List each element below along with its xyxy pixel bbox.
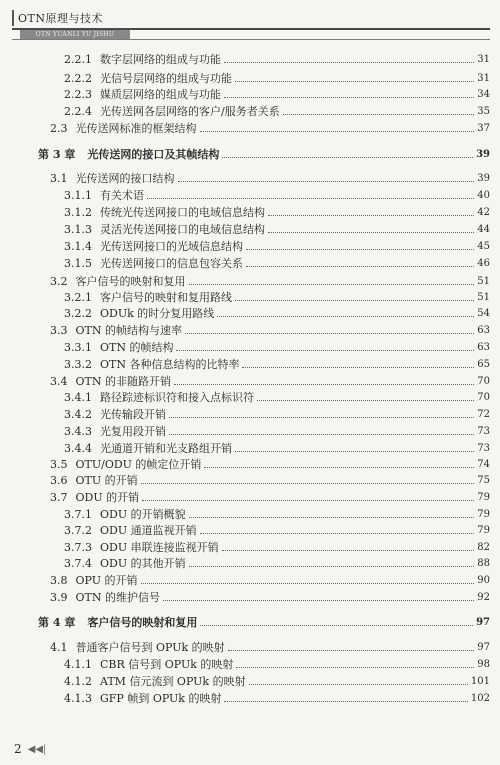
toc-entry-number: 3.8 bbox=[50, 574, 68, 587]
toc-entry-page: 31 bbox=[477, 73, 490, 84]
toc-entry-number: 2.3 bbox=[50, 122, 68, 135]
toc-entry-title: ATM 信元流到 OPUk 的映射 bbox=[100, 675, 246, 688]
toc-entry-page: 54 bbox=[477, 308, 490, 319]
toc-entry bbox=[64, 691, 490, 707]
toc-entry-title: ODUk 的时分复用路线 bbox=[100, 307, 215, 320]
toc-entry bbox=[64, 340, 490, 356]
toc-entry-page: 101 bbox=[470, 676, 490, 687]
toc-entry bbox=[64, 674, 490, 690]
toc-entry-page: 46 bbox=[477, 258, 490, 269]
toc-entry-page: 75 bbox=[477, 475, 490, 486]
toc-entry bbox=[64, 556, 490, 572]
toc-leader-dots bbox=[222, 550, 475, 551]
toc-entry bbox=[50, 121, 490, 137]
toc-entry-title: 光传送网的接口及其帧结构 bbox=[87, 148, 220, 161]
toc-leader-dots bbox=[141, 583, 475, 584]
toc-entry bbox=[64, 290, 490, 306]
toc-entry-page: 39 bbox=[477, 173, 490, 184]
toc-leader-dots bbox=[169, 417, 474, 418]
toc-entry-page: 35 bbox=[477, 106, 490, 117]
toc-entry-title: 客户信号的映射和复用 bbox=[75, 275, 186, 288]
toc-entry-page: 98 bbox=[477, 659, 490, 670]
toc-leader-dots bbox=[257, 400, 474, 401]
toc-leader-dots bbox=[268, 215, 474, 216]
toc-entry-title: 光传送网接口的光域信息结构 bbox=[100, 240, 243, 253]
toc-entry-title: ODU 的其他开销 bbox=[100, 557, 186, 570]
toc-entry-number: 2.2.1 bbox=[64, 53, 92, 66]
toc-entry-title: 光复用段开销 bbox=[100, 425, 166, 438]
toc-entry bbox=[64, 306, 490, 322]
toc-entry bbox=[50, 323, 490, 339]
toc-entry-page: 74 bbox=[477, 459, 490, 470]
toc-entry bbox=[50, 640, 490, 656]
toc-entry-title: 光通道开销和光支路组开销 bbox=[100, 442, 232, 455]
toc-leader-dots bbox=[169, 434, 474, 435]
toc-entry-page: 82 bbox=[477, 542, 490, 553]
toc-chapter-entry bbox=[38, 615, 490, 631]
toc-entry-page: 92 bbox=[477, 592, 490, 603]
toc-entry bbox=[50, 171, 490, 187]
toc-leader-dots bbox=[283, 114, 475, 115]
toc-entry-number: 3.3.1 bbox=[64, 341, 92, 354]
toc-entry-number: 3.5 bbox=[50, 458, 68, 471]
toc-leader-dots bbox=[246, 249, 474, 250]
toc-entry bbox=[50, 274, 490, 290]
toc-entry bbox=[50, 473, 490, 489]
toc-entry-title: 普通客户信号到 OPUk 的映射 bbox=[75, 641, 225, 654]
toc-entry-page: 102 bbox=[470, 693, 490, 704]
toc-entry-number: 3.7.4 bbox=[64, 557, 92, 570]
toc-entry-page: 97 bbox=[477, 642, 490, 653]
toc-entry-page: 73 bbox=[477, 443, 490, 454]
toc-entry-number: 3.1 bbox=[50, 172, 68, 185]
toc-entry bbox=[64, 357, 490, 373]
toc-entry-title: 媒质层网络的组成与功能 bbox=[100, 88, 221, 101]
toc-leader-dots bbox=[224, 97, 474, 98]
toc-leader-dots bbox=[236, 667, 474, 668]
toc-entry-title: OTN 的维护信号 bbox=[75, 591, 160, 604]
toc-entry bbox=[64, 507, 490, 523]
running-header-title: OTN原理与技术 bbox=[12, 10, 103, 26]
toc-entry-number: 2.2.2 bbox=[64, 72, 92, 85]
toc-entry-title: 光传输段开销 bbox=[100, 408, 166, 421]
toc-entry-page: 34 bbox=[477, 89, 490, 100]
toc-entry-title: ODU 串联连接监视开销 bbox=[100, 541, 219, 554]
toc-leader-dots bbox=[246, 266, 474, 267]
toc-entry-page: 79 bbox=[477, 509, 490, 520]
toc-entry-number: 3.1.5 bbox=[64, 257, 92, 270]
toc-entry-page: 63 bbox=[477, 342, 490, 353]
toc-entry-title: 光信号层网络的组成与功能 bbox=[100, 72, 232, 85]
toc-entry-page: 90 bbox=[477, 575, 490, 586]
toc-entry bbox=[64, 71, 490, 87]
toc-entry-page: 45 bbox=[477, 241, 490, 252]
toc-entry-number: 3.1.3 bbox=[64, 223, 92, 236]
toc-entry-number: 3.7.1 bbox=[64, 508, 92, 521]
toc-leader-dots bbox=[200, 625, 473, 626]
toc-entry-number: 3.9 bbox=[50, 591, 68, 604]
toc-entry-title: OTU/ODU 的帧定位开销 bbox=[75, 458, 202, 471]
toc-entry bbox=[64, 87, 490, 103]
toc-entry-number: 3.6 bbox=[50, 474, 68, 487]
toc-entry-number: 3.4.2 bbox=[64, 408, 92, 421]
toc-entry-number: 3.3.2 bbox=[64, 358, 92, 371]
toc-entry-page: 79 bbox=[477, 492, 490, 503]
toc-entry bbox=[50, 490, 490, 506]
toc-leader-dots bbox=[224, 62, 474, 63]
toc-entry bbox=[50, 374, 490, 390]
toc-entry-page: 65 bbox=[477, 359, 490, 370]
toc-entry-title: OTN 各种信息结构的比特率 bbox=[100, 358, 240, 371]
toc-leader-dots bbox=[141, 483, 475, 484]
toc-leader-dots bbox=[217, 316, 474, 317]
toc-entry-page: 70 bbox=[477, 392, 490, 403]
toc-entry-number: 3.4.4 bbox=[64, 442, 92, 455]
toc-entry-number: 3.4.1 bbox=[64, 391, 92, 404]
toc-entry-page: 88 bbox=[477, 558, 490, 569]
toc-entry bbox=[64, 424, 490, 440]
toc-entry-title: OTN 的非随路开销 bbox=[75, 375, 171, 388]
toc-entry-title: 客户信号的映射和复用路线 bbox=[100, 291, 232, 304]
page-footer bbox=[14, 742, 46, 756]
toc-entry-page: 51 bbox=[477, 276, 490, 287]
toc-entry-page: 63 bbox=[477, 325, 490, 336]
toc-entry bbox=[64, 239, 490, 255]
toc-leader-dots bbox=[249, 684, 468, 685]
toc-leader-dots bbox=[200, 533, 475, 534]
toc-leader-dots bbox=[189, 284, 475, 285]
page-number: 2 bbox=[14, 742, 22, 756]
toc-entry-title: ODU 的开销 bbox=[75, 491, 140, 504]
toc-leader-dots bbox=[178, 181, 475, 182]
toc-leader-dots bbox=[174, 384, 474, 385]
toc-entry-title: 灵活光传送网接口的电域信息结构 bbox=[100, 223, 265, 236]
toc-entry bbox=[64, 407, 490, 423]
page-mark-icon: ◀◀| bbox=[27, 743, 47, 755]
toc-entry-page: 31 bbox=[477, 54, 490, 65]
toc-entry-number: 4.1.2 bbox=[64, 675, 92, 688]
toc-leader-dots bbox=[163, 600, 474, 601]
toc-entry-title: GFP 帧到 OPUk 的映射 bbox=[100, 692, 222, 705]
toc-entry-title: ODU 的开销概貌 bbox=[100, 508, 186, 521]
toc-entry-number: 第 3 章 bbox=[38, 148, 76, 161]
toc-leader-dots bbox=[222, 157, 473, 158]
toc-entry-number: 3.2.2 bbox=[64, 307, 92, 320]
toc-entry bbox=[64, 222, 490, 238]
toc-entry-title: OPU 的开销 bbox=[75, 574, 138, 587]
toc-entry bbox=[64, 441, 490, 457]
toc-entry bbox=[64, 205, 490, 221]
toc-leader-dots bbox=[235, 81, 474, 82]
toc-entry-page: 39 bbox=[476, 149, 490, 160]
toc-leader-dots bbox=[189, 517, 475, 518]
toc-entry bbox=[64, 52, 490, 68]
toc-entry-number: 3.2.1 bbox=[64, 291, 92, 304]
toc-entry-title: 路径踪迹标识符和接入点标识符 bbox=[100, 391, 254, 404]
toc-entry-page: 37 bbox=[477, 123, 490, 134]
toc-entry bbox=[64, 390, 490, 406]
toc-entry-number: 3.2 bbox=[50, 275, 68, 288]
toc-entry-title: 数字层网络的组成与功能 bbox=[100, 53, 221, 66]
toc-entry-number: 3.1.4 bbox=[64, 240, 92, 253]
toc-leader-dots bbox=[185, 333, 474, 334]
toc-entry-number: 3.1.1 bbox=[64, 189, 92, 202]
toc-leader-dots bbox=[224, 701, 467, 702]
toc-entry bbox=[64, 540, 490, 556]
toc-entry-page: 79 bbox=[477, 525, 490, 536]
toc-leader-dots bbox=[228, 650, 475, 651]
toc-leader-dots bbox=[235, 300, 474, 301]
toc-entry-title: 有关术语 bbox=[100, 189, 144, 202]
toc-entry-number: 3.1.2 bbox=[64, 206, 92, 219]
toc-leader-dots bbox=[142, 500, 474, 501]
toc-leader-dots bbox=[176, 350, 474, 351]
toc-entry-title: OTU 的开销 bbox=[75, 474, 138, 487]
toc-entry bbox=[64, 657, 490, 673]
toc-entry-page: 51 bbox=[477, 292, 490, 303]
toc-leader-dots bbox=[204, 467, 474, 468]
toc-entry-title: OTN 的帧结构 bbox=[100, 341, 174, 354]
toc-entry-number: 4.1.3 bbox=[64, 692, 92, 705]
toc-entry-title: 光传送网的接口结构 bbox=[75, 172, 175, 185]
toc-entry bbox=[64, 104, 490, 120]
toc-entry-title: 传统光传送网接口的电域信息结构 bbox=[100, 206, 265, 219]
toc-leader-dots bbox=[147, 198, 474, 199]
toc-entry-page: 97 bbox=[476, 617, 490, 628]
toc-leader-dots bbox=[235, 451, 474, 452]
toc-entry bbox=[50, 457, 490, 473]
toc-entry-page: 42 bbox=[477, 207, 490, 218]
toc-entry-title: ODU 通道监视开销 bbox=[100, 524, 197, 537]
toc-leader-dots bbox=[242, 367, 474, 368]
toc-entry-title: OTN 的帧结构与速率 bbox=[75, 324, 182, 337]
toc-entry-number: 3.7.2 bbox=[64, 524, 92, 537]
toc-entry-number: 2.2.3 bbox=[64, 88, 92, 101]
toc-leader-dots bbox=[189, 566, 475, 567]
toc-entry bbox=[64, 256, 490, 272]
toc-entry-page: 44 bbox=[477, 224, 490, 235]
toc-entry-title: 光传送网接口的信息包容关系 bbox=[100, 257, 243, 270]
toc-entry-title: 客户信号的映射和复用 bbox=[87, 616, 198, 629]
toc-entry-number: 4.1.1 bbox=[64, 658, 92, 671]
toc-entry-number: 3.4.3 bbox=[64, 425, 92, 438]
toc-entry-number: 第 4 章 bbox=[38, 616, 76, 629]
toc-entry bbox=[50, 573, 490, 589]
toc-entry-page: 40 bbox=[477, 190, 490, 201]
toc-entry-number: 3.7 bbox=[50, 491, 68, 504]
toc-entry-number: 3.3 bbox=[50, 324, 68, 337]
toc-entry-title: 光传送网标准的框架结构 bbox=[75, 122, 197, 135]
toc-entry-number: 4.1 bbox=[50, 641, 68, 654]
toc-entry-page: 70 bbox=[477, 376, 490, 387]
header-rule-thin bbox=[12, 39, 490, 40]
toc-entry bbox=[50, 590, 490, 606]
toc-leader-dots bbox=[200, 131, 475, 132]
toc-entry-title: CBR 信号到 OPUk 的映射 bbox=[100, 658, 234, 671]
toc-entry bbox=[64, 188, 490, 204]
toc-entry bbox=[64, 523, 490, 539]
toc-entry-page: 73 bbox=[477, 426, 490, 437]
toc-entry-number: 2.2.4 bbox=[64, 105, 92, 118]
toc-chapter-entry bbox=[38, 147, 490, 163]
toc-entry-number: 3.7.3 bbox=[64, 541, 92, 554]
running-header-subtitle: OTN YUANLI YU JISHU bbox=[20, 30, 130, 39]
toc-entry-page: 72 bbox=[477, 409, 490, 420]
toc-leader-dots bbox=[268, 232, 474, 233]
toc-entry-title: 光传送网各层网络的客户/服务者关系 bbox=[100, 105, 280, 118]
toc-entry-number: 3.4 bbox=[50, 375, 68, 388]
